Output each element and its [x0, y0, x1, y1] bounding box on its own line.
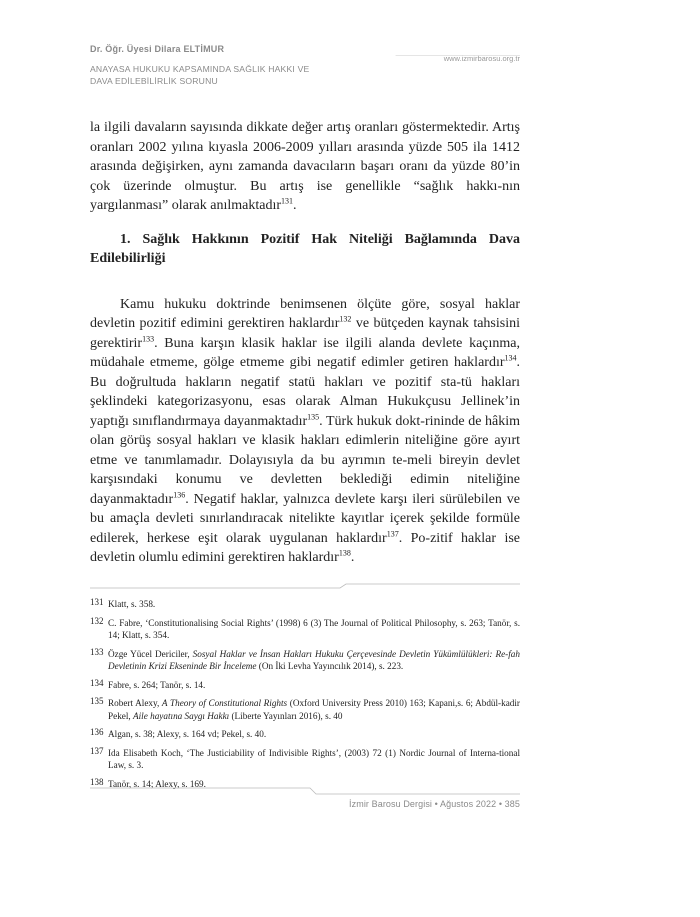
footnote-ref[interactable]: 131	[281, 196, 294, 206]
footnote-131: 131 Klatt, s. 358.	[90, 597, 156, 609]
page-footer: İzmir Barosu Dergisi • Ağustos 2022 • 385	[349, 799, 520, 809]
footnote-number: 131	[90, 597, 104, 607]
footnote-ref[interactable]: 136	[173, 489, 186, 499]
footnote-ref[interactable]: 133	[142, 333, 155, 343]
footnote-137: 137 Ida Elisabeth Koch, ‘The Justiciability of Indivisible Rights’, (2003) 72 (1) Nordic Journal of Interna-tional Law, s. 3.	[90, 745, 520, 770]
paragraph-1: la ilgili davaların sayısında dikkate değer artış oranları göstermektedir. Artış oranları 2002 yılına kıyasla 2006-2009 yılları arasında yüzde 505 ila 1412 arasında değişirken, aynı zamanda davacıların başarı oranı da yüzde 80’in çok üzerinde olmuştur. Bu artış ise genellikle “sağlık hakkı-nın yargılanması” olarak anılmaktadır$^{131}$.	[90, 120, 520, 213]
footnote-number: 132	[90, 615, 104, 626]
footer-rule	[90, 786, 520, 798]
footnote-ref[interactable]: 135	[307, 411, 320, 421]
author-name: Dr. Öğr. Üyesi Dilara ELTİMUR	[90, 44, 225, 54]
footnote-number: 134	[90, 677, 104, 688]
footnote-133: 133 Özge Yücel Dericiler, Sosyal Haklar ve İnsan Hakları Hukuku Çerçevesinde Devletin Yükümlülükleri: Re-fah Devletinin Krizi Ekseninde Bir İnceleme (On İki Levha Yayıncılık 2014), s. 223.	[90, 646, 520, 671]
footnote-number: 136	[90, 727, 104, 737]
paragraph-2: Kamu hukuku doktrinde benimsenen ölçüte göre, sosyal haklar devletin pozitif edimini gerektiren haklardır$^{132}$ ve bütçeden kaynak tahsisini gerektirir$^{133}$. Buna karşın klasik haklar ise ilgili alanda devlete kaçınma, müdahale etmeme, gölge etmeme gibi negatif edimler getiren haklardır$^{134}$. Bu doğrultuda hakların negatif statü hakları ve pozitif sta-tü hakları şeklindeki kategorizasyonu, esas olarak Alman Hukukçusu Jellinek’in yaptığı sınıflandırmaya dayanmaktadır$^{135}$. Türk hukuk dokt-rininde de hâkim olan görüş sosyal hakları ve klasik hakları edimlerin niteliğine göre ayırt etme ve tanımlamadır. Dolayısıyla da bu ayrımın te-meli bireyin devlet karşısındaki konumu ve devletten beklediği edimin niteliğine dayanmaktadır$^{136}$. Negatif haklar, yalnızca devlete karşı ileri sürülebilen ve bu amaçla devleti sınırlandıracak nitelikte kayıtlar içerek şekilde formüle edilerek, herkese eşit olarak uygulanan haklardır$^{137}$. Po-zitif haklar ise devletin olumlu edimini gerektiren haklardır$^{138}$.	[90, 296, 521, 565]
footnote-ref[interactable]: 137	[386, 528, 399, 538]
website-url: www.izmirbarosu.org.tr	[443, 54, 520, 63]
footnote-138: 138 Tanör, s. 14; Alexy, s. 169.	[90, 776, 206, 789]
footnotes	[90, 598, 520, 796]
article-title-line-1: ANAYASA HUKUKU KAPSAMINDA SAĞLIK HAKKI VE	[90, 64, 310, 74]
footnote-135: 135 Robert Alexy, A Theory of Constitutional Rights (Oxford University Press 2010) 163; Kapani,s. 6; Abdül-kadir Pekel, Aile hayatına Saygı Hakkı (Liberte Yayınları 2016), s. 40	[90, 696, 520, 721]
footnote-ref[interactable]: 134	[504, 353, 517, 363]
article-title-line-2: DAVA EDİLEBİLİRLİK SORUNU	[90, 76, 218, 86]
footnote-number: 138	[90, 776, 104, 787]
body-text	[90, 118, 520, 568]
header-rule	[90, 55, 520, 56]
footnote-ref[interactable]: 132	[339, 314, 352, 324]
footnote-ref[interactable]: 138	[338, 548, 351, 558]
footnote-number: 133	[90, 646, 104, 657]
footnote-number: 135	[90, 696, 104, 706]
footnote-separator	[90, 582, 520, 594]
footnote-134: 134 Fabre, s. 264; Tanör, s. 14.	[90, 677, 206, 690]
footnote-number: 137	[90, 745, 104, 756]
footnote-136: 136 Algan, s. 38; Alexy, s. 164 vd; Pekel, s. 40.	[90, 727, 267, 739]
footnote-132: 132 C. Fabre, ‘Constitutionalising Social Rights’ (1998) 6 (3) The Journal of Political Philosophy, s. 263; Tanör, s. 14; Klatt, s. 354.	[90, 615, 520, 640]
section-heading: 1. Sağlık Hakkının Pozitif Hak Niteliği Bağlamında Dava Edilebilirliği	[90, 231, 520, 266]
